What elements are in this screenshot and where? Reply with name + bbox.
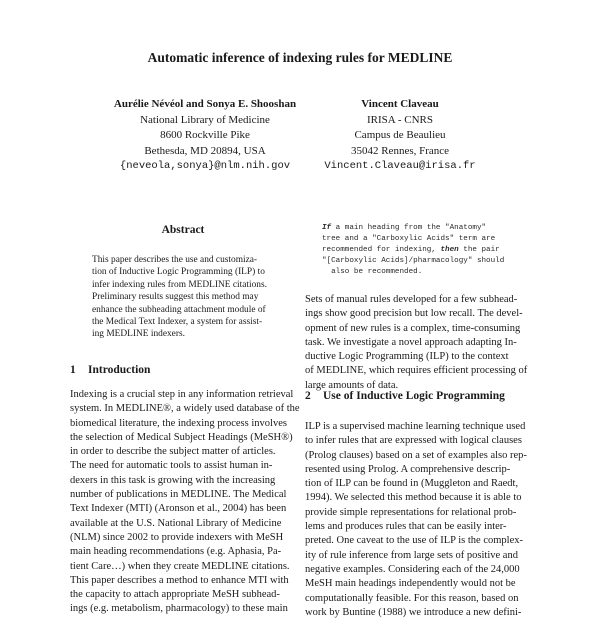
section-1-body [70, 388, 300, 617]
rule-text: "[Carboxylic Acids]/pharmacology" should [322, 257, 505, 265]
body-line: biomedical literature, the indexing process involves [70, 417, 287, 429]
section-1-heading [70, 364, 150, 376]
body-line: lems and produces rules that can be easily inter- [305, 521, 507, 533]
section-title: Introduction [88, 364, 151, 376]
rule-text: the pair [458, 246, 500, 254]
body-line: large amounts of data. [305, 379, 399, 391]
body-line: negative examples. Considering each of the 24,000 [305, 563, 520, 575]
section-2-heading [305, 390, 505, 402]
author-address-line: Campus de Beaulieu [354, 129, 446, 141]
rule-line [322, 234, 532, 245]
author-block-2 [300, 97, 500, 175]
body-line: Sets of manual rules developed for a few subhead- [305, 294, 518, 305]
body-line: tion of ILP can be found in (Muggleton and Raedt, [305, 478, 519, 490]
body-line: This paper describes a method to enhance MTI with [70, 574, 289, 586]
rule-text: tree and a "Carboxylic Acids" term are [322, 235, 496, 243]
abstract-line: enhance the subheading attachment module of [92, 304, 266, 315]
rule-line [322, 267, 532, 278]
abstract-line: Preliminary results suggest this method may [92, 292, 259, 303]
paper-title: Automatic inference of indexing rules for MEDLINE [147, 50, 453, 65]
abstract-line: This paper describes the use and customiza- [92, 255, 258, 265]
rule-line [322, 245, 532, 256]
rule-text: also be recommended. [331, 268, 423, 276]
body-line: provide simple representations for relational prob- [305, 506, 517, 518]
author-affiliation: IRISA - CNRS [366, 113, 434, 126]
body-line: system. In MEDLINE®, a widely used database of the [70, 403, 300, 415]
body-line: dexers in this task is growing with the increasing [70, 474, 276, 486]
body-line: (NLM) since 2002 to provide indexers with MeSH [70, 531, 284, 543]
body-line: ings (e.g. metabolism, pharmacology) to these main [70, 603, 288, 615]
rule-keyword-if: If [322, 224, 332, 232]
rule-line [322, 256, 532, 267]
body-line: MeSH main headings independently would not be [305, 578, 516, 590]
rule-keyword-then: then [440, 246, 459, 254]
body-line: main heading recommendations (e.g. Aphasia, Pa- [70, 546, 282, 558]
rule-line [322, 223, 532, 234]
body-line: Indexing is a crucial step in any information retrieval [70, 389, 294, 400]
author-names: Aurélie Névéol and Sonya E. Shooshan [113, 98, 297, 110]
section-number: 1 [70, 364, 76, 376]
body-line: Text Indexer (MTI) (Aronson et al., 2004) has been [70, 503, 287, 515]
abstract-line: ing MEDLINE indexers. [92, 329, 185, 340]
body-line: The need for automatic tools to assist human in- [70, 460, 273, 472]
author-address-line: 8600 Rockville Pike [160, 129, 250, 141]
rule-text: a main heading from the "Anatomy" [331, 224, 487, 232]
author-email: {neveola,sonya}@nlm.nih.gov [119, 160, 291, 172]
body-line: ity of rule inference from large sets of positive and [305, 549, 518, 561]
body-line: opment of new rules is a complex, time-consuming [305, 322, 521, 334]
body-line: ings show good precision but low recall. The devel- [305, 308, 523, 320]
body-line: preted. One caveat to the use of ILP is the complex- [305, 535, 523, 547]
author-address-line: Bethesda, MD 20894, USA [144, 144, 266, 157]
body-line: resented using Prolog. A comprehensive descrip- [305, 463, 511, 475]
body-line: (Prolog clauses) based on a set of examples also rep- [305, 449, 527, 461]
author-affiliation: National Library of Medicine [140, 113, 270, 126]
section-title: Use of Inductive Logic Programming [323, 390, 505, 402]
body-line: tient Care…) when they create MEDLINE citations. [70, 560, 290, 572]
body-line: to infer rules that are expressed with logical clauses [305, 435, 522, 447]
author-block-1 [95, 97, 315, 175]
author-address-line: 35042 Rennes, France [350, 144, 450, 157]
abstract-line: the Medical Text Indexer, a system for assist- [92, 317, 263, 328]
author-names: Vincent Claveau [361, 98, 439, 110]
body-line: available at the U.S. National Library of Medicine [70, 517, 282, 529]
rule-text: recommended for indexing, [322, 246, 441, 254]
body-line: ductive Logic Programming (ILP) to the context [305, 351, 509, 363]
author-email: Vincent.Claveau@irisa.fr [324, 160, 476, 172]
rules-paragraph [305, 293, 530, 393]
abstract-body [92, 254, 290, 341]
rule-example [322, 223, 532, 278]
abstract-heading: Abstract [161, 224, 205, 236]
body-line: in order to describe the subject matter of articles. [70, 446, 276, 458]
body-line: the selection of Medical Subject Headings (MeSH®) [70, 431, 293, 443]
body-line: computationally feasible. For this reason, based on [305, 592, 519, 604]
abstract-line: infer indexing rules from MEDLINE citations. [92, 279, 267, 290]
body-line: of MEDLINE, which requires efficient processing of [305, 365, 528, 377]
body-line: work by Buntine (1988) we introduce a new defini- [305, 606, 522, 618]
body-line: 1994). We selected this method because it is able to [305, 492, 522, 504]
section-number: 2 [305, 390, 311, 402]
section-2-body [305, 420, 530, 620]
body-line: ILP is a supervised machine learning technique used [305, 421, 526, 432]
body-line: the capacity to attach appropriate MeSH subhead- [70, 589, 280, 601]
abstract-line: tion of Inductive Logic Programming (ILP) to [92, 267, 265, 278]
body-line: task. We investigate a novel approach adapting In- [305, 336, 517, 348]
body-line: number of publications in MEDLINE. The Medical [70, 489, 287, 501]
